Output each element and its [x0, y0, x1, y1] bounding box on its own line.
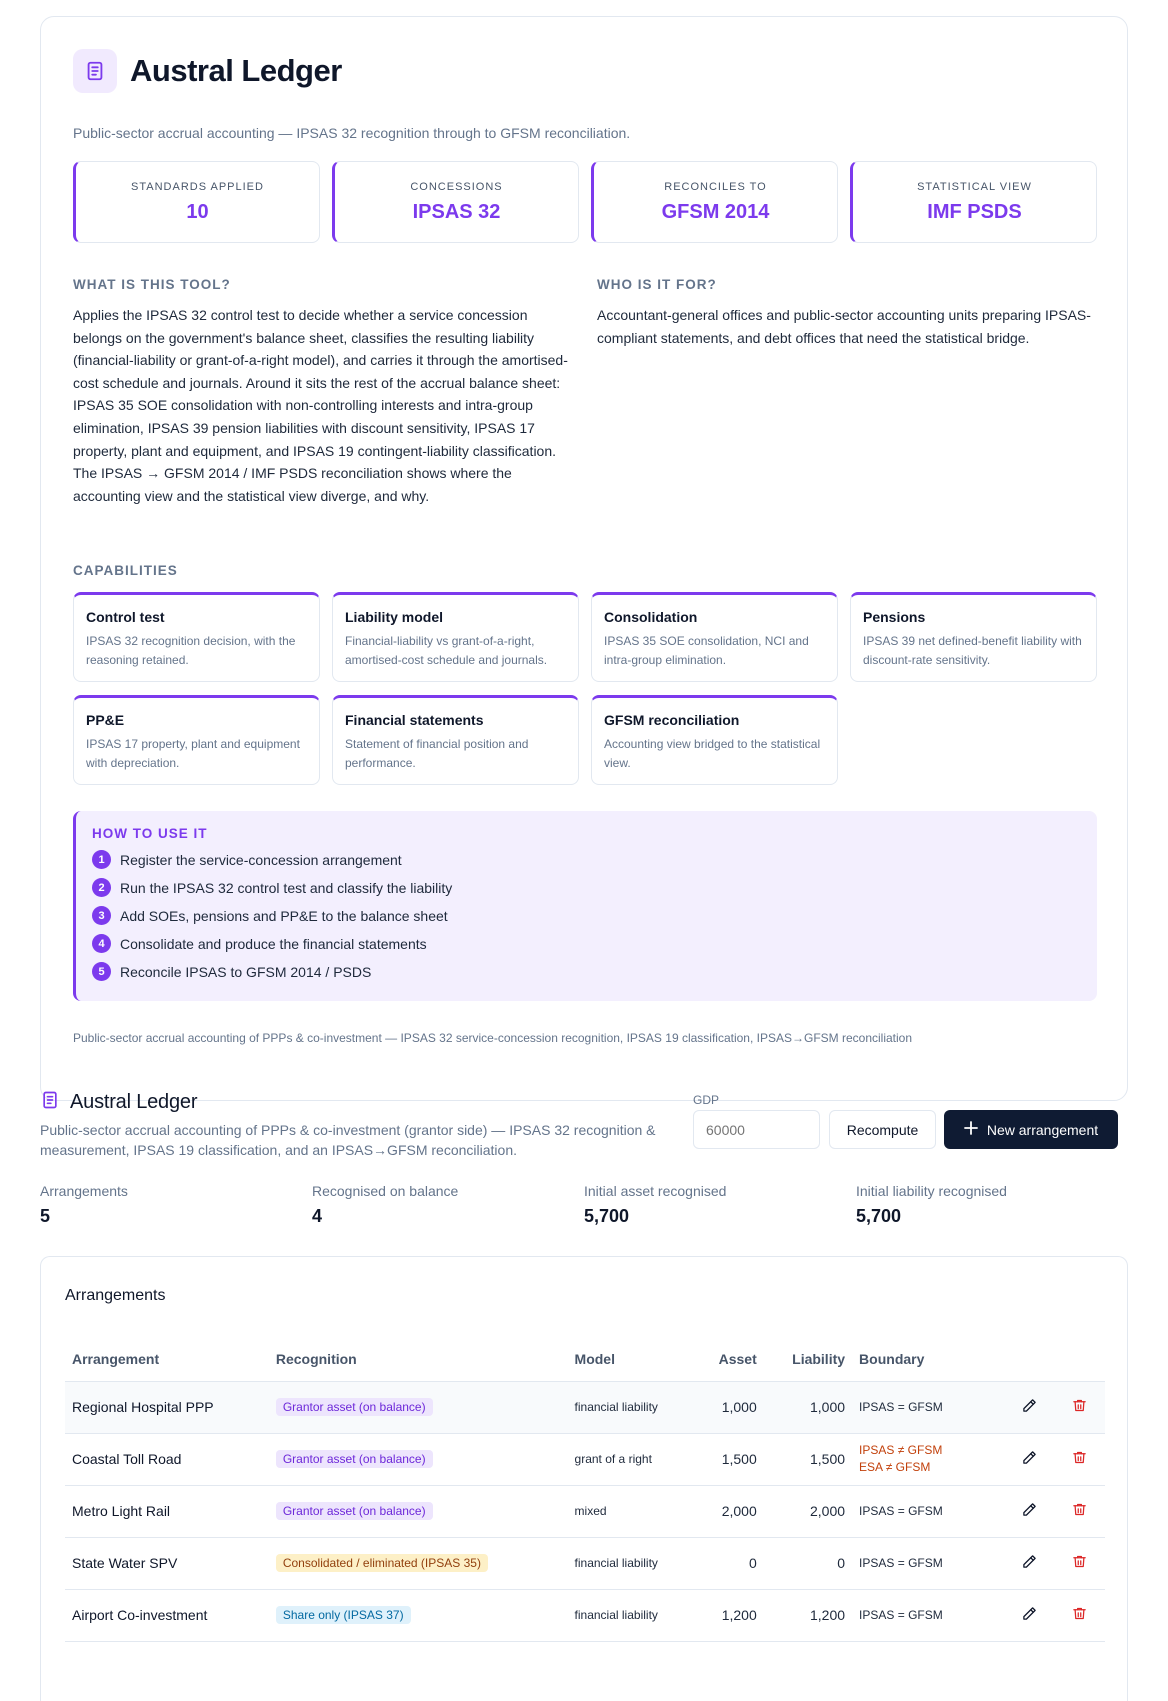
kpi-label: Initial liability recognised: [856, 1183, 1007, 1199]
kpi-initial-liability: [856, 1183, 1128, 1227]
pencil-icon: [1022, 1454, 1037, 1468]
col-header[interactable]: Asset: [698, 1337, 763, 1381]
kpi-arrangements: [40, 1183, 312, 1227]
col-header[interactable]: Liability: [764, 1337, 852, 1381]
col-header[interactable]: Model: [568, 1337, 699, 1381]
cell-liability: 1,000: [764, 1381, 852, 1433]
capability-title: Consolidation: [604, 609, 698, 625]
trash-icon: [1072, 1506, 1087, 1520]
edit-button[interactable]: [1005, 1485, 1055, 1537]
cell-liability: 2,000: [764, 1485, 852, 1537]
new-arrangement-button[interactable]: [944, 1110, 1118, 1149]
kpi-value: 4: [312, 1206, 323, 1226]
col-header[interactable]: Boundary: [852, 1337, 1005, 1381]
new-arrangement-label: New arrangement: [986, 1121, 1099, 1138]
stat-statistical-view: [850, 161, 1097, 243]
cell-arrangement: Airport Co-investment: [65, 1589, 269, 1641]
step-text: Register the service-concession arrangement: [120, 851, 402, 868]
boundary-text: IPSAS ≠ GFSM: [859, 1443, 943, 1457]
trash-icon: [1072, 1558, 1087, 1572]
step-item: [92, 962, 1081, 981]
capability-desc: Accounting view bridged to the statistical view.: [604, 737, 821, 770]
recognition-badge: Grantor asset (on balance): [276, 1398, 433, 1416]
cell-model: financial liability: [568, 1537, 699, 1589]
capability-desc: IPSAS 35 SOE consolidation, NCI and intra-group elimination.: [604, 634, 809, 667]
app-title: Austral Ledger: [130, 53, 342, 88]
capability-card: [591, 695, 838, 785]
who-section: [597, 277, 1097, 349]
what-section: [73, 277, 568, 507]
stat-label: CONCESSIONS: [410, 181, 503, 193]
cell-recognition: [269, 1381, 568, 1433]
cell-recognition: [269, 1537, 568, 1589]
cell-model: financial liability: [568, 1589, 699, 1641]
col-header[interactable]: Arrangement: [65, 1337, 269, 1381]
ledger-title: Austral Ledger: [70, 1091, 198, 1113]
table-header-row: [65, 1337, 1105, 1381]
how-to-panel: [73, 811, 1097, 1001]
pencil-icon: [1022, 1558, 1037, 1572]
capability-desc: IPSAS 39 net defined-benefit liability with discount-rate sensitivity.: [863, 634, 1082, 667]
kpi-value: 5,700: [584, 1206, 630, 1226]
kpi-label: Arrangements: [40, 1183, 128, 1199]
kpi-label: Recognised on balance: [312, 1183, 459, 1199]
delete-button[interactable]: [1055, 1589, 1105, 1641]
delete-button[interactable]: [1055, 1433, 1105, 1485]
stat-cards: [73, 161, 1097, 243]
boundary-text: IPSAS = GFSM: [859, 1504, 943, 1518]
who-text: Accountant-general offices and public-sector accounting units preparing IPSAS-compliant statements, and debt offices that need the statistical bridge.: [597, 307, 1091, 346]
step-item: [92, 850, 1081, 869]
recognition-badge: Share only (IPSAS 37): [276, 1606, 411, 1624]
edit-button[interactable]: [1005, 1433, 1055, 1485]
stat-value: IMF PSDS: [927, 201, 1022, 223]
book-icon: [40, 1090, 60, 1115]
kpi-initial-asset: [584, 1183, 856, 1227]
pencil-icon: [1022, 1402, 1037, 1416]
capability-desc: IPSAS 17 property, plant and equipment with depreciation.: [86, 737, 300, 770]
stat-value: 10: [186, 201, 209, 223]
step-number: 2: [92, 878, 111, 897]
col-header-actions: [1055, 1337, 1105, 1381]
ledger-subtitle: Public-sector accrual accounting of PPPs & co-investment (grantor side) — IPSAS 32 recognition & measurement, IPSAS 19 classification, and an IPSAS→GFSM reconciliation.: [40, 1122, 656, 1158]
stat-concessions: [332, 161, 579, 243]
capability-desc: IPSAS 32 recognition decision, with the reasoning retained.: [86, 634, 296, 667]
trash-icon: [1072, 1610, 1087, 1624]
how-to-heading: HOW TO USE IT: [92, 826, 208, 841]
intro-card: [40, 16, 1128, 1101]
capability-title: Control test: [86, 609, 165, 625]
edit-button[interactable]: [1005, 1381, 1055, 1433]
stat-standards-applied: [73, 161, 320, 243]
stat-reconciles-to: [591, 161, 838, 243]
step-item: [92, 934, 1081, 953]
intro-footnote: Public-sector accrual accounting of PPPs & co-investment — IPSAS 32 service-concession recognition, IPSAS 19 classification, IPSAS→GFSM reconciliation: [73, 1031, 913, 1045]
capability-title: GFSM reconciliation: [604, 712, 740, 728]
table-row[interactable]: [65, 1433, 1105, 1485]
what-text: Applies the IPSAS 32 control test to decide whether a service concession belongs on the government's balance sheet, classifies the resulting liability (financial-liability or grant-of-a-right model), and carries it through the amortised-cost schedule and journals. Around it sits the rest of the accrual balance sheet: IPSAS 35 SOE consolidation with non-controlling interests and intra-group elimination, IPSAS 39 pension liabilities with discount sensitivity, IPSAS 17 property, plant and equipment, and IPSAS 19 contingent-liability classification. The IPSAS → GFSM 2014 / IMF PSDS reconciliation shows where the accounting view and the statistical view diverge, and why.: [73, 307, 568, 504]
arrangements-card: [40, 1256, 1128, 1701]
capability-card: [73, 695, 320, 785]
capability-title: Financial statements: [345, 712, 484, 728]
cell-asset: 1,200: [698, 1589, 763, 1641]
table-row[interactable]: [65, 1485, 1105, 1537]
cell-recognition: [269, 1589, 568, 1641]
cell-boundary: [852, 1485, 1005, 1537]
cell-recognition: [269, 1485, 568, 1537]
step-number: 5: [92, 962, 111, 981]
ledger-header: [40, 1090, 197, 1115]
capabilities-grid: [73, 592, 1097, 785]
delete-button[interactable]: [1055, 1381, 1105, 1433]
cell-liability: 0: [764, 1537, 852, 1589]
step-number: 1: [92, 850, 111, 869]
table-row[interactable]: [65, 1589, 1105, 1641]
cell-arrangement: Regional Hospital PPP: [65, 1381, 269, 1433]
pencil-icon: [1022, 1506, 1037, 1520]
book-icon: [73, 49, 117, 93]
edit-button[interactable]: [1005, 1537, 1055, 1589]
who-heading: WHO IS IT FOR?: [597, 277, 717, 292]
cell-boundary: [852, 1433, 1005, 1485]
recognition-badge: Grantor asset (on balance): [276, 1502, 433, 1520]
cell-arrangement: State Water SPV: [65, 1537, 269, 1589]
kpi-row: [40, 1183, 1128, 1227]
boundary-text: ESA ≠ GFSM: [859, 1460, 931, 1474]
stat-value: GFSM 2014: [661, 201, 770, 223]
kpi-recognised: [312, 1183, 584, 1227]
cell-liability: 1,200: [764, 1589, 852, 1641]
recognition-badge: Consolidated / eliminated (IPSAS 35): [276, 1554, 488, 1572]
capability-title: PP&E: [86, 712, 125, 728]
cell-boundary: [852, 1381, 1005, 1433]
step-number: 4: [92, 934, 111, 953]
capability-card: [850, 592, 1097, 682]
step-text: Add SOEs, pensions and PP&E to the balance sheet: [120, 907, 448, 924]
cell-liability: 1,500: [764, 1433, 852, 1485]
capability-card: [332, 695, 579, 785]
table-row[interactable]: [65, 1381, 1105, 1433]
step-number: 3: [92, 906, 111, 925]
stat-label: STATISTICAL VIEW: [917, 181, 1032, 193]
cell-arrangement: Coastal Toll Road: [65, 1433, 269, 1485]
col-header-actions: [1005, 1337, 1055, 1381]
delete-button[interactable]: [1055, 1485, 1105, 1537]
step-text: Reconcile IPSAS to GFSM 2014 / PSDS: [120, 963, 372, 980]
cell-arrangement: Metro Light Rail: [65, 1485, 269, 1537]
delete-button[interactable]: [1055, 1537, 1105, 1589]
cell-model: financial liability: [568, 1381, 699, 1433]
what-heading: WHAT IS THIS TOOL?: [73, 277, 231, 292]
recompute-button[interactable]: Recompute: [829, 1110, 936, 1149]
cell-boundary: [852, 1537, 1005, 1589]
col-header[interactable]: Recognition: [269, 1337, 568, 1381]
arrangements-table: [65, 1337, 1105, 1642]
kpi-label: Initial asset recognised: [584, 1183, 727, 1199]
capability-title: Liability model: [345, 609, 444, 625]
cell-asset: 1,000: [698, 1381, 763, 1433]
pencil-icon: [1022, 1610, 1037, 1624]
capability-card: [591, 592, 838, 682]
table-title: Arrangements: [65, 1287, 166, 1304]
stat-label: STANDARDS APPLIED: [131, 181, 264, 193]
stat-value: IPSAS 32: [412, 201, 501, 223]
capabilities-heading: CAPABILITIES: [73, 563, 178, 578]
step-text: Consolidate and produce the financial statements: [120, 935, 427, 952]
stat-label: RECONCILES TO: [664, 181, 767, 193]
brand-row: [73, 49, 342, 93]
gdp-input[interactable]: [693, 1110, 820, 1149]
cell-boundary: [852, 1589, 1005, 1641]
capability-desc: Statement of financial position and performance.: [345, 737, 529, 770]
cell-asset: 2,000: [698, 1485, 763, 1537]
trash-icon: [1072, 1402, 1087, 1416]
boundary-text: IPSAS = GFSM: [859, 1556, 943, 1570]
kpi-value: 5,700: [856, 1206, 902, 1226]
boundary-text: IPSAS = GFSM: [859, 1608, 943, 1622]
cell-model: grant of a right: [568, 1433, 699, 1485]
cell-asset: 1,500: [698, 1433, 763, 1485]
cell-asset: 0: [698, 1537, 763, 1589]
step-item: [92, 906, 1081, 925]
capability-card: [332, 592, 579, 682]
recognition-badge: Grantor asset (on balance): [276, 1450, 433, 1468]
step-text: Run the IPSAS 32 control test and classify the liability: [120, 879, 453, 896]
step-item: [92, 878, 1081, 897]
edit-button[interactable]: [1005, 1589, 1055, 1641]
gdp-label: GDP: [693, 1093, 720, 1107]
table-row[interactable]: [65, 1537, 1105, 1589]
capability-card: [73, 592, 320, 682]
cell-model: mixed: [568, 1485, 699, 1537]
capability-desc: Financial-liability vs grant-of-a-right, amortised-cost schedule and journals.: [345, 634, 548, 667]
plus-icon: [964, 1121, 978, 1138]
app-subtitle: Public-sector accrual accounting — IPSAS 32 recognition through to GFSM reconciliation.: [73, 125, 631, 141]
kpi-value: 5: [40, 1206, 51, 1226]
cell-recognition: [269, 1433, 568, 1485]
boundary-text: IPSAS = GFSM: [859, 1400, 943, 1414]
trash-icon: [1072, 1454, 1087, 1468]
capability-title: Pensions: [863, 609, 926, 625]
